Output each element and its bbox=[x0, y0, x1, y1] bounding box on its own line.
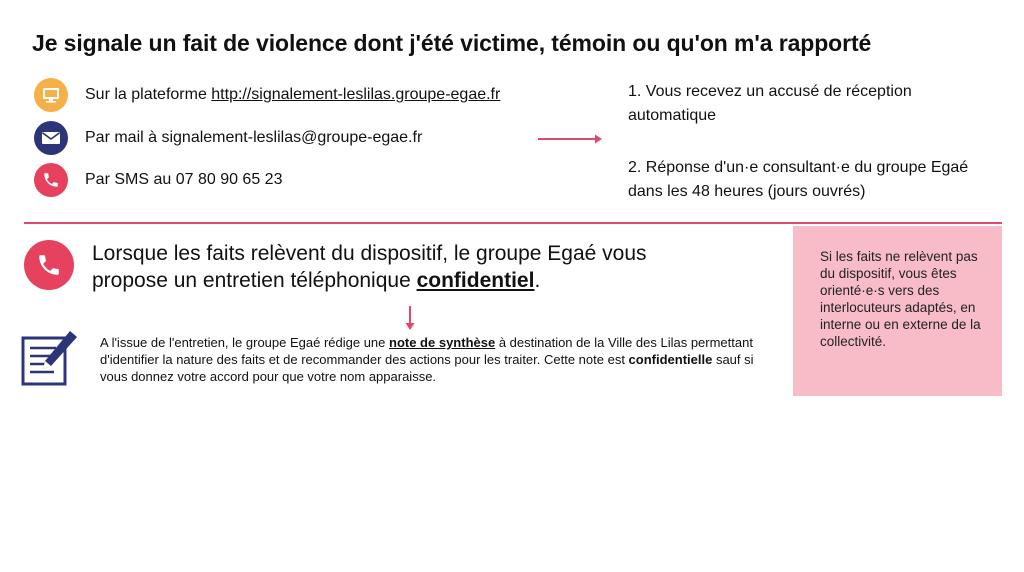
section-divider bbox=[24, 222, 1002, 224]
platform-prefix: Sur la plateforme bbox=[85, 86, 212, 103]
mail-channel: Par mail à signalement-leslilas@groupe-egae.fr bbox=[85, 129, 423, 146]
summary-part3: sauf si vous donnez votre accord pour que votre nom apparaisse. bbox=[100, 352, 754, 384]
envelope-icon bbox=[34, 121, 68, 155]
platform-link[interactable]: http://signalement-leslilas.groupe-egae.fr bbox=[211, 86, 501, 103]
computer-icon bbox=[34, 78, 68, 112]
interview-end: . bbox=[534, 269, 541, 292]
right-arrow-icon bbox=[537, 132, 603, 146]
page-title: Je signale un fait de violence dont j'été victime, témoin ou qu'on m'a rapporté bbox=[32, 30, 872, 56]
platform-channel bbox=[85, 86, 500, 104]
step-acknowledgment: 1. Vous recevez un accusé de réception automatique bbox=[628, 83, 912, 124]
summary-part1: A l'issue de l'entretien, le groupe Egaé rédige une bbox=[100, 335, 389, 350]
summary-confidential-emphasis: confidentielle bbox=[628, 352, 713, 367]
step-response: 2. Réponse d'un·e consultant·e du groupe Egaé dans les 48 heures (jours ouvrés) bbox=[628, 159, 969, 200]
interview-intro: Lorsque les faits relèvent du dispositif, le groupe Egaé vous propose un entretien téléphonique bbox=[92, 242, 647, 292]
sms-channel: Par SMS au 07 80 90 65 23 bbox=[85, 171, 283, 188]
interview-emphasis: confidentiel bbox=[416, 269, 535, 292]
phone-icon bbox=[24, 240, 74, 290]
phone-icon bbox=[34, 163, 68, 197]
summary-part2: à destination de la Ville des Lilas permettant d'identifier la nature des faits et de recommander des actions pour les traiter. Cette note est bbox=[100, 335, 753, 367]
side-note-text: Si les faits ne relèvent pas du dispositif, vous êtes orienté·e·s vers des interlocuteurs adaptés, en interne ou en externe de la collectivité. bbox=[820, 249, 981, 349]
down-arrow-icon bbox=[403, 305, 417, 331]
summary-text bbox=[100, 334, 765, 385]
report-writing-icon bbox=[20, 328, 80, 388]
summary-note-emphasis: note de synthèse bbox=[389, 335, 496, 350]
interview-text bbox=[92, 240, 712, 294]
